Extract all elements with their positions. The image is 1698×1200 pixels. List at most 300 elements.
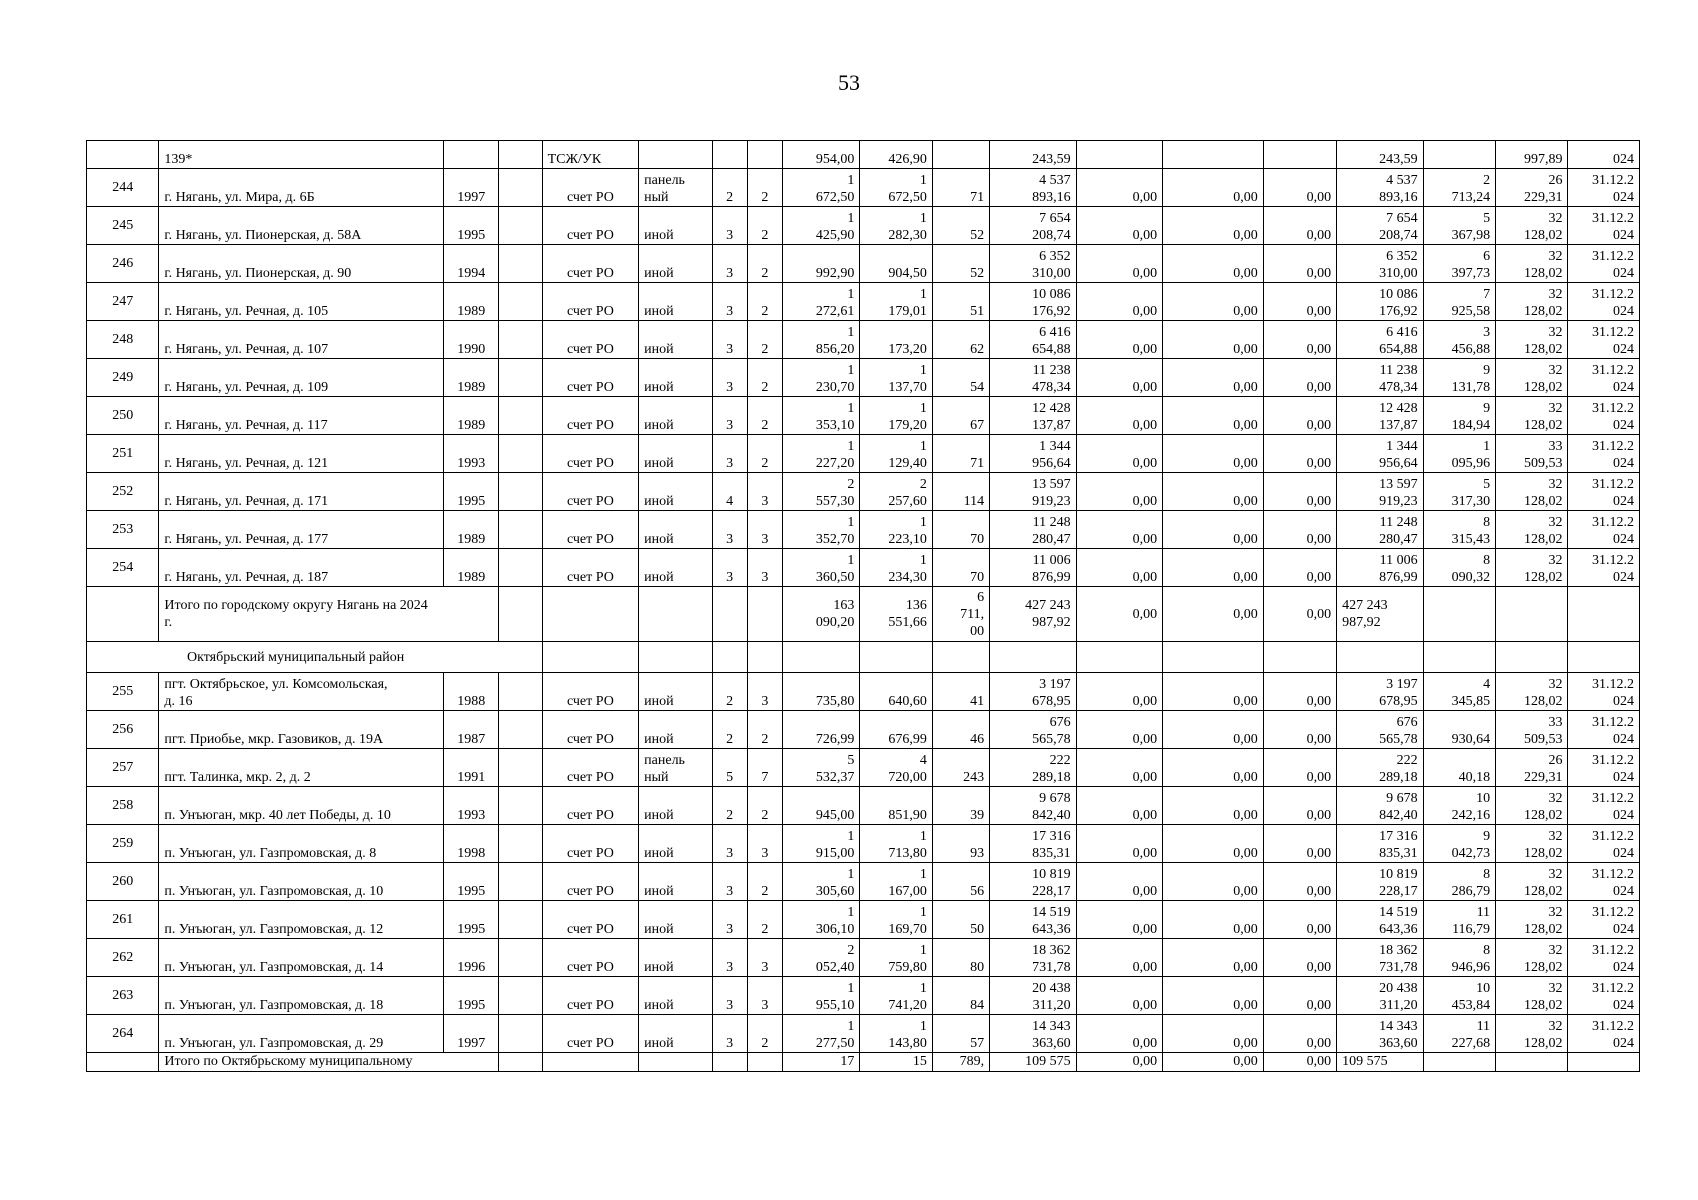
- empty-cell: [639, 642, 712, 673]
- area-living-cell: 640,60: [860, 673, 932, 711]
- fund-method-cell: счет РО: [542, 711, 639, 749]
- max-cost-cell: 32 128,02: [1496, 673, 1568, 711]
- floors-cell: 3: [712, 511, 747, 549]
- cost-per-m2-cell: 10 242,16: [1423, 787, 1495, 825]
- row-number: 264: [87, 1015, 159, 1053]
- cost-per-m2-cell: 930,64: [1423, 711, 1495, 749]
- zero-cell: 0,00: [1263, 711, 1336, 749]
- deadline-cell: 31.12.2 024: [1568, 473, 1640, 511]
- area-cell: 1 227,20: [782, 435, 859, 473]
- zero-cell: 0,00: [1076, 321, 1163, 359]
- wall-material-cell: иной: [639, 397, 712, 435]
- empty-cell: [1423, 587, 1495, 642]
- cost-per-m2-cell: 3 456,88: [1423, 321, 1495, 359]
- deadline-cell: 31.12.2 024: [1568, 825, 1640, 863]
- zero-cell: 0,00: [1076, 435, 1163, 473]
- cost-cell: 6 416 654,88: [990, 321, 1077, 359]
- table-row: [87, 711, 1640, 749]
- zero-cell: 0,00: [1076, 901, 1163, 939]
- row-number: 250: [87, 397, 159, 435]
- cost-cell: 6 352 310,00: [990, 245, 1077, 283]
- deadline-cell: 31.12.2 024: [1568, 245, 1640, 283]
- empty-cell: [499, 587, 542, 642]
- row-number: 245: [87, 207, 159, 245]
- year-cell: 1987: [444, 711, 499, 749]
- address-cell: г. Нягань, ул. Пионерская, д. 90: [159, 245, 444, 283]
- max-cost-cell: 32 128,02: [1496, 977, 1568, 1015]
- residents-cell: 93: [932, 825, 989, 863]
- year-cell: 1996: [444, 939, 499, 977]
- entrances-cell: 2: [747, 787, 782, 825]
- empty-cell: [782, 642, 859, 673]
- zero-cell: 0,00: [1263, 321, 1336, 359]
- address-cell: г. Нягань, ул. Речная, д. 117: [159, 397, 444, 435]
- residents-cell: 52: [932, 245, 989, 283]
- zero-cell: 0,00: [1263, 473, 1336, 511]
- area-living-cell: 2 257,60: [860, 473, 932, 511]
- entrances-cell: 2: [747, 169, 782, 207]
- zero-cell: 0,00: [1163, 283, 1264, 321]
- table-row: [87, 901, 1640, 939]
- address-cell: г. Нягань, ул. Речная, д. 121: [159, 435, 444, 473]
- row-number: 263: [87, 977, 159, 1015]
- area-living-cell: 173,20: [860, 321, 932, 359]
- year-cell: 1995: [444, 473, 499, 511]
- cost-cell: 11 006 876,99: [1337, 549, 1424, 587]
- empty-cell: [1568, 587, 1640, 642]
- wall-material-cell: иной: [639, 511, 712, 549]
- zero-cell: 0,00: [1263, 863, 1336, 901]
- zero-cell: 0,00: [1076, 245, 1163, 283]
- cost-cell: 14 519 643,36: [990, 901, 1077, 939]
- floors-cell: 3: [712, 1015, 747, 1053]
- cost-cell: 676 565,78: [1337, 711, 1424, 749]
- empty-cell: [499, 245, 542, 283]
- zero-cell: 0,00: [1263, 207, 1336, 245]
- fund-method-cell: счет РО: [542, 825, 639, 863]
- deadline-cell: 31.12.2 024: [1568, 359, 1640, 397]
- max-cost-cell: 32 128,02: [1496, 511, 1568, 549]
- zero-cell: 0,00: [1263, 511, 1336, 549]
- entrances-cell: 2: [747, 321, 782, 359]
- cost-per-m2-cell: 11 227,68: [1423, 1015, 1495, 1053]
- area-living-cell: 1 282,30: [860, 207, 932, 245]
- empty-cell: [499, 397, 542, 435]
- cost-cell: 11 238 478,34: [990, 359, 1077, 397]
- zero-cell: 0,00: [1076, 1053, 1163, 1072]
- row-number: 256: [87, 711, 159, 749]
- zero-cell: 0,00: [1076, 283, 1163, 321]
- cost-per-m2-cell: 9 131,78: [1423, 359, 1495, 397]
- entrances-cell: 2: [747, 711, 782, 749]
- cost-cell: 222 289,18: [990, 749, 1077, 787]
- empty-cell: [1337, 642, 1424, 673]
- cost-per-m2-cell: 5 367,98: [1423, 207, 1495, 245]
- row-number: 251: [87, 435, 159, 473]
- total-area-living: 136 551,66: [860, 587, 932, 642]
- wall-material-cell: иной: [639, 321, 712, 359]
- zero-cell: 0,00: [1263, 1053, 1336, 1072]
- area-living-cell: 1 713,80: [860, 825, 932, 863]
- zero-cell: 0,00: [1076, 863, 1163, 901]
- cost-cell: 1 344 956,64: [1337, 435, 1424, 473]
- zero-cell: 0,00: [1163, 587, 1264, 642]
- cost-cell: 7 654 208,74: [990, 207, 1077, 245]
- area-cell: 1 305,60: [782, 863, 859, 901]
- fund-method-cell: счет РО: [542, 245, 639, 283]
- zero-cell: 0,00: [1163, 863, 1264, 901]
- wall-material-cell: иной: [639, 901, 712, 939]
- max-cost-cell: 32 128,02: [1496, 787, 1568, 825]
- total-label: Итого по Октябрьскому муниципальному: [159, 1053, 499, 1072]
- deadline-cell: 31.12.2 024: [1568, 901, 1640, 939]
- fund-method-cell: счет РО: [542, 207, 639, 245]
- entrances-cell: 3: [747, 473, 782, 511]
- cost-cell: 12 428 137,87: [1337, 397, 1424, 435]
- table-row: [87, 1015, 1640, 1053]
- area-cell: 1 277,50: [782, 1015, 859, 1053]
- cost-per-m2-cell: 1 095,96: [1423, 435, 1495, 473]
- zero-cell: 0,00: [1163, 787, 1264, 825]
- area-living-cell: 1 179,20: [860, 397, 932, 435]
- empty-cell: [860, 642, 932, 673]
- cost-per-m2-cell: 5 317,30: [1423, 473, 1495, 511]
- max-cost-cell: 32 128,02: [1496, 283, 1568, 321]
- empty-cell: [1423, 642, 1495, 673]
- area-cell: 945,00: [782, 787, 859, 825]
- empty-cell: [1263, 642, 1336, 673]
- residents-cell: 84: [932, 977, 989, 1015]
- area-living-cell: 1 167,00: [860, 863, 932, 901]
- table-row: [87, 787, 1640, 825]
- table-row: [87, 511, 1640, 549]
- zero-cell: 0,00: [1163, 749, 1264, 787]
- table-row: [87, 397, 1640, 435]
- wall-material-cell: иной: [639, 825, 712, 863]
- zero-cell: 0,00: [1263, 977, 1336, 1015]
- row-number: 258: [87, 787, 159, 825]
- year-cell: 1995: [444, 863, 499, 901]
- entrances-cell: 3: [747, 939, 782, 977]
- cost-cell: 13 597 919,23: [1337, 473, 1424, 511]
- deadline-cell: 31.12.2 024: [1568, 939, 1640, 977]
- cost-cell: 10 086 176,92: [1337, 283, 1424, 321]
- empty-cell: [639, 587, 712, 642]
- zero-cell: 0,00: [1076, 749, 1163, 787]
- fund-method-cell: счет РО: [542, 549, 639, 587]
- address-cell: г. Нягань, ул. Речная, д. 107: [159, 321, 444, 359]
- cost-cell: 20 438 311,20: [990, 977, 1077, 1015]
- empty-cell: [499, 169, 542, 207]
- fund-method-cell: счет РО: [542, 473, 639, 511]
- deadline-cell: 31.12.2 024: [1568, 283, 1640, 321]
- table-row: [87, 169, 1640, 207]
- cost-cell: 9 678 842,40: [990, 787, 1077, 825]
- table-row: [87, 863, 1640, 901]
- empty-cell: [87, 1053, 159, 1072]
- area-cell: 1 360,50: [782, 549, 859, 587]
- zero-cell: 0,00: [1163, 169, 1264, 207]
- cost-per-m2-cell: 10 453,84: [1423, 977, 1495, 1015]
- cost-cell: 4 537 893,16: [1337, 169, 1424, 207]
- zero-cell: 0,00: [1263, 749, 1336, 787]
- wall-material-cell: иной: [639, 1015, 712, 1053]
- address-cell: п. Унъюган, ул. Газпромовская, д. 29: [159, 1015, 444, 1053]
- empty-cell: [1568, 642, 1640, 673]
- year-cell: 1989: [444, 283, 499, 321]
- residents-cell: 41: [932, 673, 989, 711]
- area-cell: 726,99: [782, 711, 859, 749]
- table-row: [87, 245, 1640, 283]
- zero-cell: 0,00: [1076, 939, 1163, 977]
- total-cost: 427 243 987,92: [990, 587, 1077, 642]
- entrances-cell: 3: [747, 511, 782, 549]
- empty-cell: [712, 587, 747, 642]
- residents-cell: 243: [932, 749, 989, 787]
- area-living-cell: 1 223,10: [860, 511, 932, 549]
- year-cell: 1990: [444, 321, 499, 359]
- residents-cell: 71: [932, 169, 989, 207]
- wall-material-cell: иной: [639, 207, 712, 245]
- area-living-cell: 1 143,80: [860, 1015, 932, 1053]
- empty-cell: [747, 642, 782, 673]
- cost-cell: 14 519 643,36: [1337, 901, 1424, 939]
- empty-cell: [990, 642, 1077, 673]
- empty-cell: [87, 587, 159, 642]
- address-cell: п. Унъюган, ул. Газпромовская, д. 14: [159, 939, 444, 977]
- fund-method-cell: счет РО: [542, 435, 639, 473]
- row-number: 259: [87, 825, 159, 863]
- floors-cell: 4: [712, 473, 747, 511]
- zero-cell: 0,00: [1076, 587, 1163, 642]
- entrances-cell: 2: [747, 901, 782, 939]
- entrances-cell: 2: [747, 283, 782, 321]
- wall-material-cell: иной: [639, 673, 712, 711]
- wall-material-cell: иной: [639, 977, 712, 1015]
- entrances-cell: 7: [747, 749, 782, 787]
- residents-cell: 62: [932, 321, 989, 359]
- area-living-cell: 1 759,80: [860, 939, 932, 977]
- entrances-cell: 2: [747, 1015, 782, 1053]
- cost-cell: 4 537 893,16: [990, 169, 1077, 207]
- zero-cell: 0,00: [1263, 673, 1336, 711]
- residents-cell: 71: [932, 435, 989, 473]
- empty-cell: [542, 587, 639, 642]
- table-row: [87, 473, 1640, 511]
- row-number: 246: [87, 245, 159, 283]
- wall-material-cell: иной: [639, 863, 712, 901]
- zero-cell: 0,00: [1163, 473, 1264, 511]
- total-residents: 6 711, 00: [932, 587, 989, 642]
- empty-cell: [932, 642, 989, 673]
- empty-cell: [499, 901, 542, 939]
- deadline-cell: 31.12.2 024: [1568, 863, 1640, 901]
- year-cell: 1997: [444, 1015, 499, 1053]
- max-cost-cell: 26 229,31: [1496, 169, 1568, 207]
- cost-cell: 9 678 842,40: [1337, 787, 1424, 825]
- floors-cell: 3: [712, 863, 747, 901]
- area-living-cell: 1 672,50: [860, 169, 932, 207]
- zero-cell: 0,00: [1263, 169, 1336, 207]
- cost-per-m2-cell: 9 042,73: [1423, 825, 1495, 863]
- row-number: 248: [87, 321, 159, 359]
- zero-cell: 0,00: [1163, 939, 1264, 977]
- deadline-cell: 31.12.2 024: [1568, 977, 1640, 1015]
- entrances-cell: 2: [747, 359, 782, 397]
- address-cell: г. Нягань, ул. Пионерская, д. 58А: [159, 207, 444, 245]
- empty-cell: [712, 1053, 747, 1072]
- year-cell: 1995: [444, 207, 499, 245]
- area-living-cell: 676,99: [860, 711, 932, 749]
- deadline-cell: 31.12.2 024: [1568, 711, 1640, 749]
- zero-cell: 0,00: [1263, 283, 1336, 321]
- entrances-cell: 2: [747, 435, 782, 473]
- max-cost-cell: 32 128,02: [1496, 359, 1568, 397]
- fund-method-cell: счет РО: [542, 749, 639, 787]
- floors-cell: 2: [712, 673, 747, 711]
- address-cell: п. Унъюган, ул. Газпромовская, д. 18: [159, 977, 444, 1015]
- area-living-cell: 1 741,20: [860, 977, 932, 1015]
- deadline-cell: 31.12.2 024: [1568, 673, 1640, 711]
- address-cell: г. Нягань, ул. Мира, д. 6Б: [159, 169, 444, 207]
- entrances-cell: 2: [747, 245, 782, 283]
- empty-cell: [542, 642, 639, 673]
- zero-cell: 0,00: [1163, 397, 1264, 435]
- cost-per-m2-cell: 40,18: [1423, 749, 1495, 787]
- empty-cell: [499, 711, 542, 749]
- max-cost-cell: 33 509,53: [1496, 711, 1568, 749]
- cost-per-m2-cell: 8 090,32: [1423, 549, 1495, 587]
- floors-cell: 3: [712, 397, 747, 435]
- area-cell: 2 052,40: [782, 939, 859, 977]
- floors-cell: 3: [712, 321, 747, 359]
- address-cell: пгт. Октябрьское, ул. Комсомольская, д. 16: [159, 673, 444, 711]
- deadline-cell: 31.12.2 024: [1568, 787, 1640, 825]
- deadline-cell: 31.12.2 024: [1568, 207, 1640, 245]
- zero-cell: 0,00: [1076, 673, 1163, 711]
- area-cell: 1 353,10: [782, 397, 859, 435]
- year-cell: 1991: [444, 749, 499, 787]
- wall-material-cell: иной: [639, 549, 712, 587]
- row-number: 244: [87, 169, 159, 207]
- zero-cell: 0,00: [1163, 207, 1264, 245]
- total-cost: 109 575: [990, 1053, 1077, 1072]
- zero-cell: 0,00: [1163, 321, 1264, 359]
- row-number: 257: [87, 749, 159, 787]
- zero-cell: 0,00: [1163, 245, 1264, 283]
- cost-cell: 11 248 280,47: [990, 511, 1077, 549]
- residents-cell: 46: [932, 711, 989, 749]
- entrances-cell: 3: [747, 549, 782, 587]
- year-cell: 1995: [444, 977, 499, 1015]
- wall-material-cell: иной: [639, 359, 712, 397]
- area-cell: 1 672,50: [782, 169, 859, 207]
- address-cell: п. Унъюган, ул. Газпромовская, д. 10: [159, 863, 444, 901]
- cost-cell: 11 248 280,47: [1337, 511, 1424, 549]
- cost-cell: 18 362 731,78: [1337, 939, 1424, 977]
- section-row: [87, 642, 1640, 673]
- zero-cell: 0,00: [1076, 977, 1163, 1015]
- address-cell: пгт. Приобье, мкр. Газовиков, д. 19А: [159, 711, 444, 749]
- wall-material-cell: иной: [639, 787, 712, 825]
- row-number: 260: [87, 863, 159, 901]
- wall-material-cell: панель ный: [639, 749, 712, 787]
- zero-cell: 0,00: [1163, 901, 1264, 939]
- max-cost-cell: 26 229,31: [1496, 749, 1568, 787]
- deadline-cell: 31.12.2 024: [1568, 749, 1640, 787]
- entrances-cell: 2: [747, 207, 782, 245]
- table-row: 139* ТСЖ/УК 954,00 426,90 243,59 243,59 997,89 024: [87, 141, 1640, 169]
- fund-method-cell: счет РО: [542, 359, 639, 397]
- residents-cell: 70: [932, 549, 989, 587]
- deadline-cell: 31.12.2 024: [1568, 169, 1640, 207]
- wall-material-cell: иной: [639, 283, 712, 321]
- fund-method-cell: счет РО: [542, 511, 639, 549]
- row-number: 252: [87, 473, 159, 511]
- empty-cell: [499, 511, 542, 549]
- year-cell: 1994: [444, 245, 499, 283]
- cost-cell: 12 428 137,87: [990, 397, 1077, 435]
- address-cell: г. Нягань, ул. Речная, д. 109: [159, 359, 444, 397]
- zero-cell: 0,00: [1076, 549, 1163, 587]
- table-row: [87, 939, 1640, 977]
- address-cell: г. Нягань, ул. Речная, д. 105: [159, 283, 444, 321]
- zero-cell: 0,00: [1263, 825, 1336, 863]
- floors-cell: 3: [712, 825, 747, 863]
- table-row: [87, 359, 1640, 397]
- max-cost-cell: 32 128,02: [1496, 939, 1568, 977]
- total-area: 17: [782, 1053, 859, 1072]
- residents-cell: 57: [932, 1015, 989, 1053]
- year-cell: 1998: [444, 825, 499, 863]
- zero-cell: 0,00: [1076, 511, 1163, 549]
- cost-cell: 3 197 678,95: [990, 673, 1077, 711]
- entrances-cell: 3: [747, 673, 782, 711]
- empty-cell: [499, 283, 542, 321]
- empty-cell: [499, 939, 542, 977]
- zero-cell: 0,00: [1163, 549, 1264, 587]
- wall-material-cell: иной: [639, 473, 712, 511]
- fund-method-cell: счет РО: [542, 321, 639, 359]
- residents-cell: 56: [932, 863, 989, 901]
- cost-per-m2-cell: 8 946,96: [1423, 939, 1495, 977]
- total-cost: 427 243 987,92: [1337, 587, 1424, 642]
- year-cell: 1989: [444, 549, 499, 587]
- total-area: 163 090,20: [782, 587, 859, 642]
- max-cost-cell: 32 128,02: [1496, 473, 1568, 511]
- table-row: [87, 435, 1640, 473]
- cost-per-m2-cell: 8 286,79: [1423, 863, 1495, 901]
- empty-cell: [499, 473, 542, 511]
- max-cost-cell: 32 128,02: [1496, 321, 1568, 359]
- wall-material-cell: иной: [639, 939, 712, 977]
- deadline-cell: 31.12.2 024: [1568, 435, 1640, 473]
- empty-cell: [639, 1053, 712, 1072]
- empty-cell: [499, 1053, 542, 1072]
- cost-per-m2-cell: 8 315,43: [1423, 511, 1495, 549]
- empty-cell: [747, 1053, 782, 1072]
- floors-cell: 5: [712, 749, 747, 787]
- zero-cell: 0,00: [1263, 245, 1336, 283]
- zero-cell: 0,00: [1076, 787, 1163, 825]
- total-area-living: 15: [860, 1053, 932, 1072]
- zero-cell: 0,00: [1076, 711, 1163, 749]
- zero-cell: 0,00: [1163, 825, 1264, 863]
- address-cell: г. Нягань, ул. Речная, д. 171: [159, 473, 444, 511]
- empty-cell: [499, 977, 542, 1015]
- cost-cell: 17 316 835,31: [1337, 825, 1424, 863]
- entrances-cell: 2: [747, 863, 782, 901]
